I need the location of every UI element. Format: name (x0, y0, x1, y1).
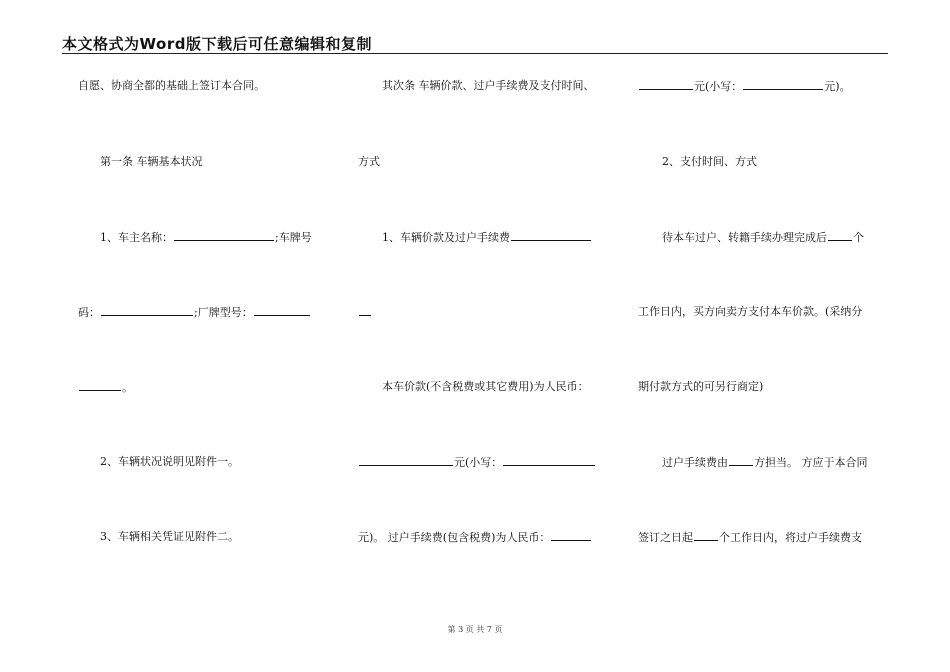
payment-term-line: 工作日内，买方向卖方支付本车价款。(采纳分 (638, 305, 863, 318)
price-fee-blank-2[interactable] (359, 305, 371, 316)
vehicle-price-line: 本车价款(不含税费或其它费用)为人民币： (382, 380, 589, 393)
price-fee-blank-line (358, 305, 372, 320)
payment-days-blank[interactable] (828, 230, 852, 241)
brand-model-blank[interactable] (254, 305, 310, 316)
plate-number-blank[interactable] (101, 305, 193, 316)
fee-responsibility-label: 过户手续费由 (662, 456, 728, 469)
fee-responsibility-line (662, 455, 868, 470)
transfer-fee-lower-blank[interactable] (743, 79, 823, 90)
owner-name-blank[interactable] (174, 230, 274, 241)
payment-time-heading: 2、支付时间、方式 (662, 155, 757, 168)
owner-name-label: 1、车主名称： (100, 231, 173, 244)
col1-line-1: 自愿、协商全都的基础上签订本合同。 (78, 79, 265, 92)
payment-condition-label: 待本车过户、转籍手续办理完成后 (662, 231, 827, 244)
fee-deadline-label: 签订之日起 (638, 531, 693, 544)
fee-deadline-cont: 个工作日内，将过户手续费支 (719, 531, 862, 544)
header-divider (62, 53, 888, 54)
vehicle-price-amount-line (358, 455, 596, 470)
article-1-heading: 第一条 车辆基本状况 (100, 155, 203, 168)
fee-deadline-blank[interactable] (694, 530, 718, 541)
transfer-fee-lower-label: 元(小写： (694, 80, 743, 93)
article-2-heading: 其次条 车辆价款、过户手续费及支付时间、 (382, 79, 595, 92)
plate-number-label: ;车牌号 (275, 231, 312, 244)
vehicle-price-lower-label: 元(小写： (454, 456, 503, 469)
article-2-heading-cont: 方式 (358, 155, 380, 168)
installment-line: 期付款方式的可另行商定) (638, 380, 764, 393)
vehicle-documents-line: 3、车辆相关凭证见附件二。 (100, 530, 239, 543)
fee-party-blank[interactable] (729, 455, 753, 466)
price-fee-blank[interactable] (511, 230, 591, 241)
transfer-fee-label: 元)。 过户手续费(包含税费)为人民币： (358, 531, 551, 544)
transfer-fee-close: 元)。 (824, 80, 851, 93)
fee-responsibility-cont: 方担当。 方应于本合同 (754, 456, 868, 469)
page-footer: 第 3 页 共 7 页 (447, 625, 503, 634)
payment-days-unit: 个 (853, 231, 864, 244)
brand-model-blank-2[interactable] (79, 380, 121, 391)
vehicle-price-blank[interactable] (359, 455, 453, 466)
vehicle-price-lower-blank[interactable] (503, 455, 595, 466)
price-fee-label: 1、车辆价款及过户手续费 (382, 231, 510, 244)
transfer-fee-line (358, 530, 592, 545)
plate-model-line (78, 305, 311, 320)
plate-code-label: 码： (78, 306, 100, 319)
payment-condition-line (662, 230, 864, 245)
fee-payment-deadline-line (638, 530, 862, 545)
owner-name-line (100, 230, 312, 245)
period-mark: 。 (122, 381, 133, 394)
price-fee-line (382, 230, 592, 245)
document-header-title: 本文格式为Word版下载后可任意编辑和复制 (62, 35, 372, 53)
transfer-fee-amount-blank[interactable] (639, 79, 693, 90)
brand-model-continue-line (78, 380, 133, 395)
transfer-fee-blank[interactable] (551, 530, 591, 541)
vehicle-condition-line: 2、车辆状况说明见附件一。 (100, 455, 239, 468)
transfer-fee-amount-line (638, 79, 851, 94)
brand-model-label: ;厂牌型号： (194, 306, 253, 319)
